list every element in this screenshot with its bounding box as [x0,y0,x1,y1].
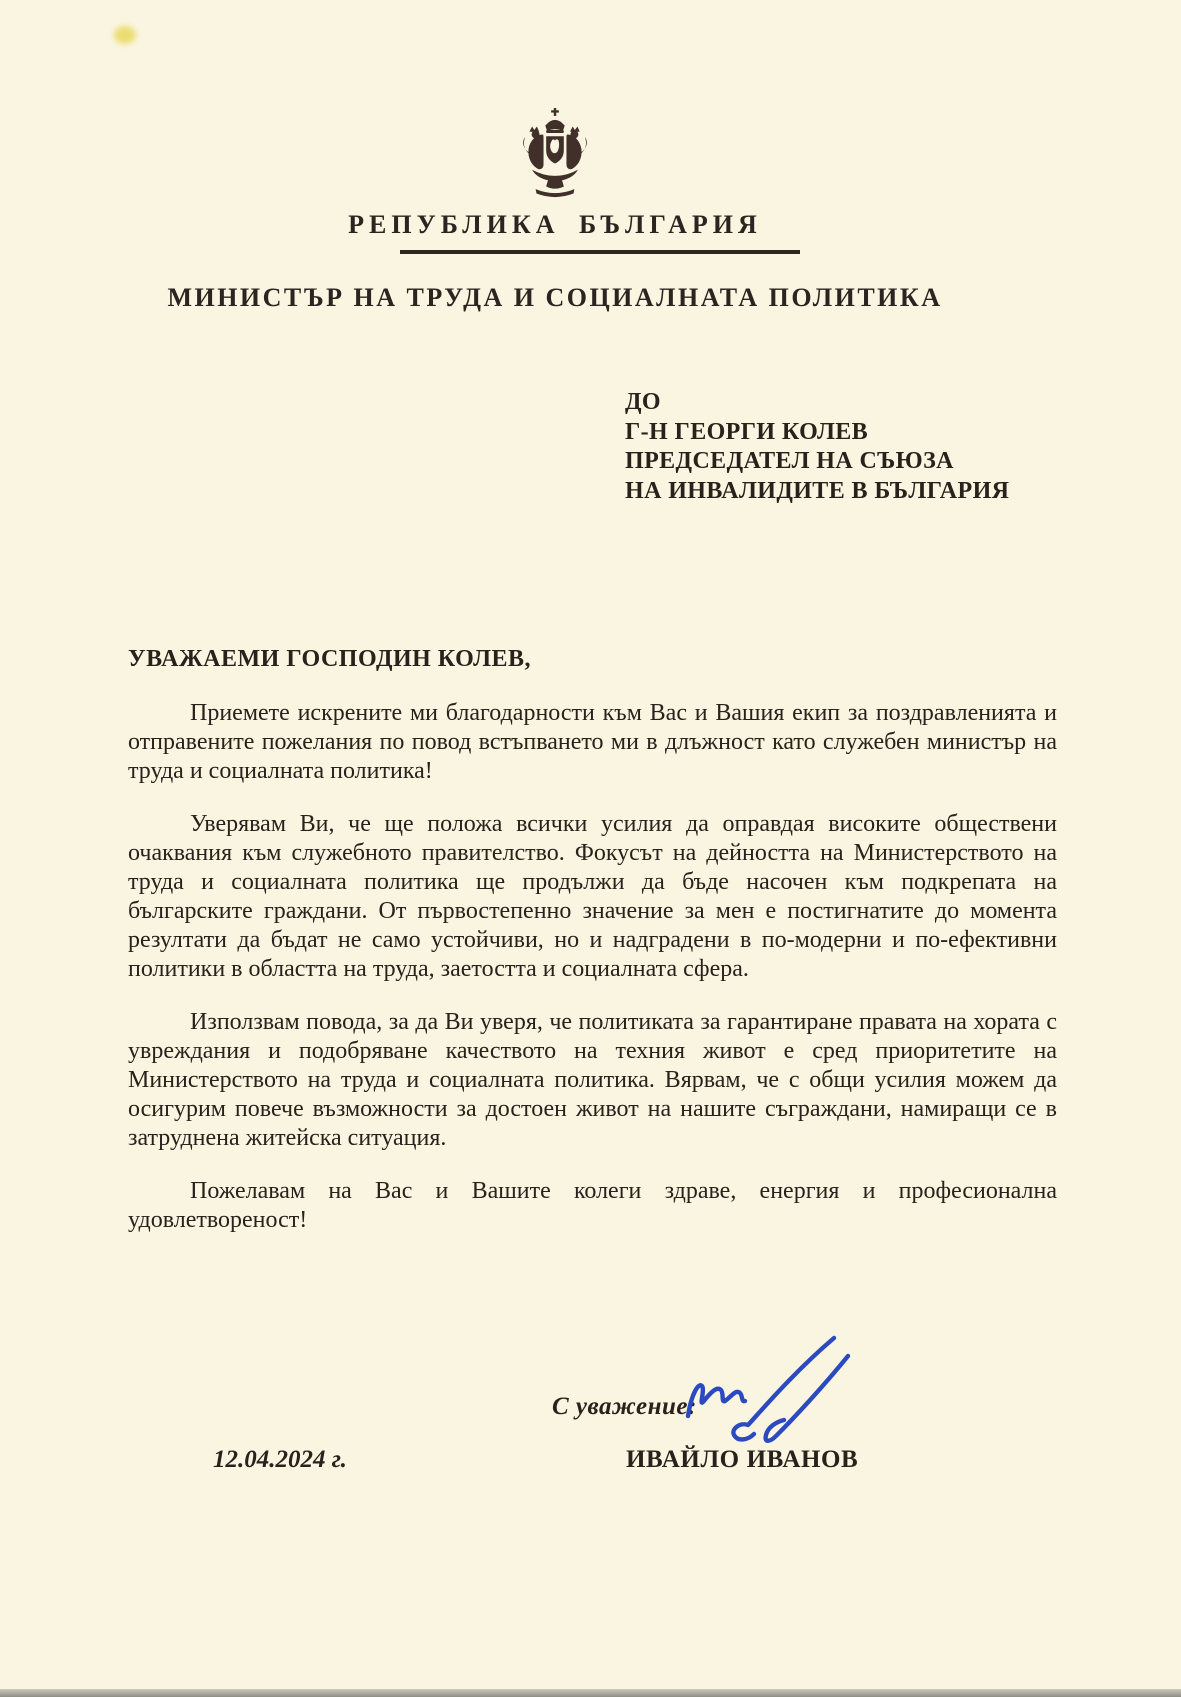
minister-name: ИВАЙЛО ИВАНОВ [626,1446,859,1473]
minister-signature-icon [672,1332,892,1454]
body-paragraph: Приемете искрените ми благодарности към Вас и Вашия екип за поздравленията и отправените пожелания по повод встъпването ми в длъжност като служебен министър на труда и социалната политика! [128,700,1057,784]
addressee-line: ДО [625,389,661,415]
body-paragraph: Уверявам Ви, че ще положа всички усилия да оправдая високите обществени очаквания към служебното правителство. Фокусът на дейността на Министерството на труда и социалната политика ще продължи да бъде насочен към подкрепата на българските граждани. От първостепенно значение за мен е постигнатите до момента резултати да бъдат не само устойчиви, но и надградени в по-модерни и по-ефективни политики в областта на труда, заетостта и социалната сфера. [128,811,1057,982]
letter-body [128,645,1057,1259]
addressee-line: НА ИНВАЛИДИТЕ В БЪЛГАРИЯ [625,477,1010,504]
addressee-line: ПРЕДСЕДАТЕЛ НА СЪЮЗА [625,448,954,474]
republic-title: РЕПУБЛИКА БЪЛГАРИЯ [348,210,762,239]
addressee-line: Г-Н ГЕОРГИ КОЛЕВ [625,418,869,445]
body-paragraph: Пожелавам на Вас и Вашите колеги здраве, енергия и професионална удовлетвореност! [128,1178,1057,1233]
body-paragraph: Използвам повода, за да Ви уверя, че политиката за гарантиране правата на хората с увреждания и подобряване качеството на техния живот е сред приоритетите на Министерството на труда и социалната политика. Вярвам, че с общи усилия можем да осигурим повече възможности за достоен живот на нашите съграждани, намиращи се в затруднена житейска ситуация. [128,1009,1057,1151]
salutation: УВАЖАЕМИ ГОСПОДИН КОЛЕВ, [128,646,531,672]
minister-title: МИНИСТЪР НА ТРУДА И СОЦИАЛНАТА ПОЛИТИКА [167,283,943,312]
scan-smudge [114,26,136,44]
header-divider [400,250,800,254]
closing-label: С уважение: [552,1393,697,1420]
addressee-block [625,388,1009,506]
letterhead [110,108,1000,314]
scan-edge [0,1689,1181,1697]
bulgaria-coat-of-arms-icon [502,108,608,205]
date-label: 12.04.2024 г. [213,1446,347,1473]
